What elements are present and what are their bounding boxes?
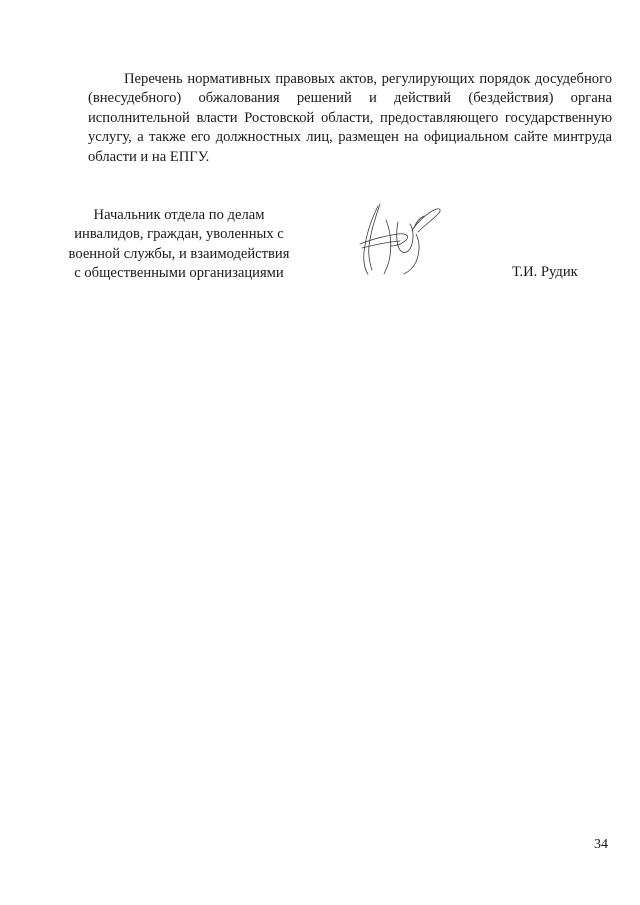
paragraph-line: (внесудебного) обжалования решений и действий (бездействия) органа xyxy=(88,90,612,107)
position-line: инвалидов, граждан, уволенных с xyxy=(74,226,284,243)
paragraph-line: Перечень нормативных правовых актов, регулирующих порядок досудебного xyxy=(124,71,612,87)
position-line: военной службы, и взаимодействия xyxy=(68,245,290,262)
paragraph-line: области и на ЕПГУ. xyxy=(88,148,210,165)
handwritten-signature-icon xyxy=(356,200,446,282)
paragraph-line: исполнительной власти Ростовской области, предоставляющего государственную xyxy=(88,109,612,126)
signer-name: Т.И. Рудик xyxy=(512,264,578,280)
signer-position xyxy=(50,206,308,284)
paragraph-line: услугу, а также его должностных лиц, размещен на официальном сайте минтруда xyxy=(88,129,612,146)
position-line: с общественными организациями xyxy=(74,265,284,282)
page-number: 34 xyxy=(594,837,608,852)
position-line: Начальник отдела по делам xyxy=(93,207,265,223)
body-paragraph xyxy=(88,70,612,167)
